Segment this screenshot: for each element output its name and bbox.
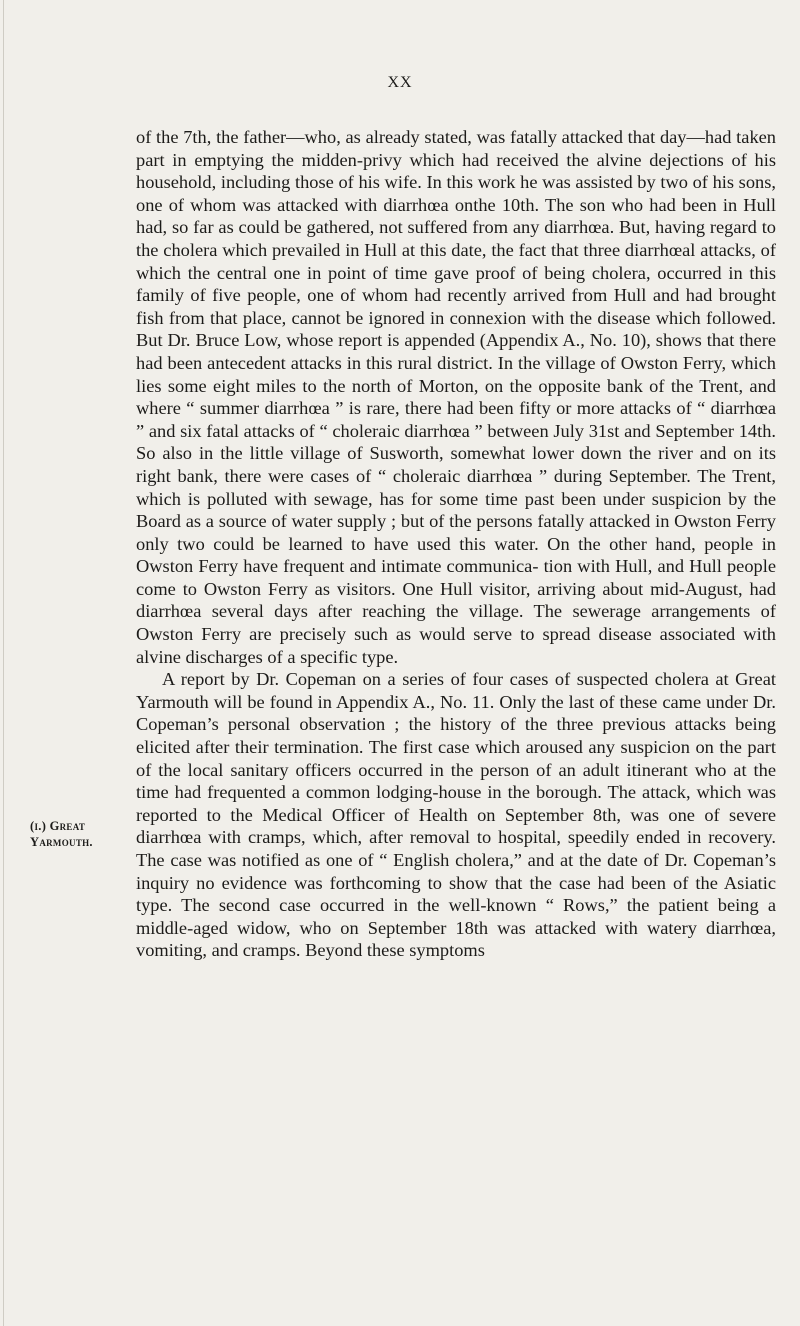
page-edge-line [3, 0, 4, 1326]
margin-note-line-2: Yarmouth. [30, 835, 93, 849]
paragraph-great-yarmouth: A report by Dr. Copeman on a series of four cases of suspected cholera at Great Yarmouth will be found in Appendix A., No. 11. Only the last of these came under Dr. Copeman’s personal observation ; the history of the three previous attacks being elicited after their termination. The first case which aroused any suspicion on the part of the local sanitary officers occurred in the person of an adult itinerant who at the time had frequented a common lodging-house in the borough. The attack, which was reported to the Medical Officer of Health on September 8th, was one of severe diarrhœa with cramps, which, after removal to hospital, speedily ended in recovery. The case was notified as one of “ English cholera,” and at the date of Dr. Copeman’s inquiry no evidence was forthcoming to show that the case had been of the Asiatic type. The second case occurred in the well-known “ Rows,” the patient being a middle-aged widow, who on September 18th was attacked with watery diarrhœa, vomiting, and cramps. Beyond these symptoms [136, 669, 776, 961]
paragraph-continuation: of the 7th, the father—who, as already stated, was fatally attacked that day—had taken part in emptying the midden-privy which had received the alvine dejections of his household, including those of his wife. In this work he was assisted by two of his sons, one of whom was attacked with diarrhœa onthe 10th. The son who had been in Hull had, so far as could be gathered, not suffered from any diarrhœa. But, having regard to the cholera which prevailed in Hull at this date, the fact that three diarrhœal attacks, of which the central one in point of time gave proof of being cholera, occurred in this family of five people, one of whom had recently arrived from Hull and had brought fish from that place, cannot be ignored in connexion with the disease which followed. But Dr. Bruce Low, whose report is appended (Appendix A., No. 10), shows that there had been antecedent attacks in this rural district. In the village of Owston Ferry, which lies some eight miles to the north of Morton, on the opposite bank of the Trent, and where “ summer diarrhœa ” is rare, there had been fifty or more attacks of “ diarrhœa ” and six fatal attacks of “ choleraic diarrhœa ” between July 31st and September 14th. So also in the little village of Susworth, somewhat lower down the river and on its right bank, there were cases of “ choleraic diarrhœa ” during September. The Trent, which is polluted with sewage, has for some time past been under suspicion by the Board as a source of water supply ; but of the persons fatally attacked in Owston Ferry only two could be learned to have used this water. On the other hand, people in Owston Ferry have frequent and intimate communica- tion with Hull, and Hull people come to Owston Ferry as visitors. One Hull visitor, arriving about mid-August, had diarrhœa several days after reaching the village. The sewerage arrangements of Owston Ferry are precisely such as would serve to spread disease associated with alvine discharges of a specific type. [136, 127, 776, 667]
page-number: XX [387, 74, 413, 91]
body-text [136, 126, 776, 962]
margin-note-line-1: (i.) Great [30, 819, 86, 833]
